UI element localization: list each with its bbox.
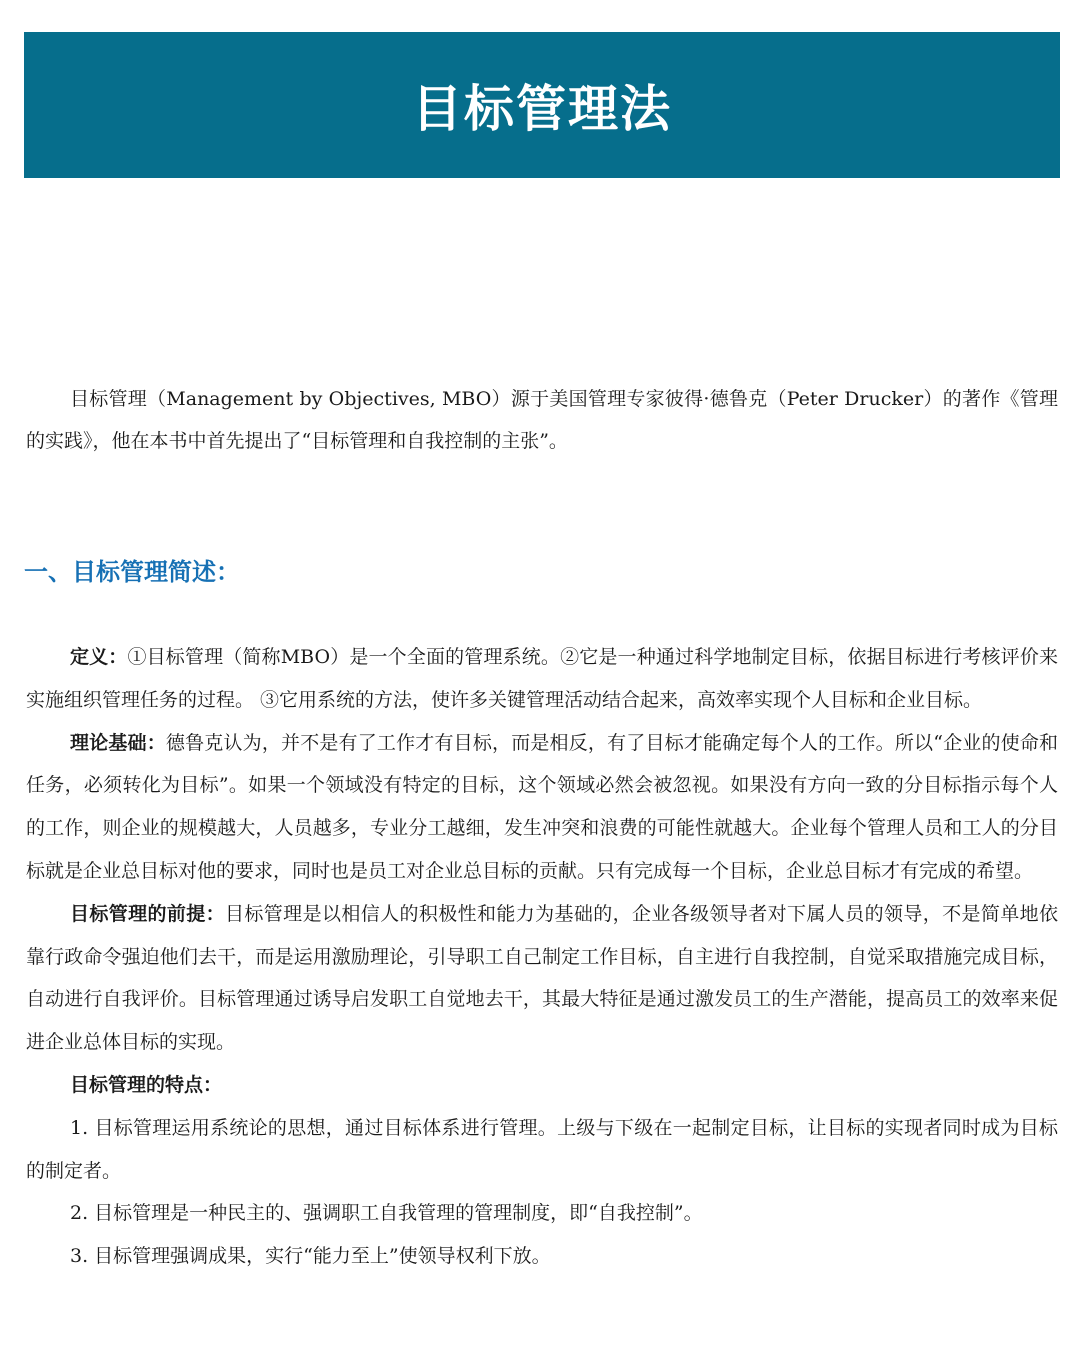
section-heading: 一、目标管理简述：	[24, 558, 240, 586]
feature-item: 2. 目标管理是一种民主的、强调职工自我管理的管理制度，即“自我控制”。	[70, 1202, 703, 1225]
definition-paragraph	[26, 636, 1058, 722]
theory-text: 德鲁克认为，并不是有了工作才有目标，而是相反，有了目标才能确定每个人的工作。所以“企业的使命和任务，必须转化为目标”。如果一个领域没有特定的目标，这个领域必然会被忽视。如果没有方向一致的分目标指示每个人的工作，则企业的规模越大，人员越多，专业分工越细，发生冲突和浪费的可能性就越大。企业每个管理人员和工人的分目标就是企业总目标对他的要求，同时也是员工对企业总目标的贡献。只有完成每一个目标，企业总目标才有完成的希望。	[26, 731, 1058, 882]
features-heading	[26, 1064, 1058, 1107]
premise-term: 目标管理的前提：	[70, 902, 226, 925]
definition-term: 定义：	[70, 646, 128, 668]
premise-text: 目标管理是以相信人的积极性和能力为基础的，企业各级领导者对下属人员的领导，不是简单地依靠行政命令强迫他们去干，而是运用激励理论，引导职工自己制定工作目标，自主进行自我控制，自觉采取措施完成目标，自动进行自我评价。目标管理通过诱导启发职工自觉地去干，其最大特征是通过激发员工的生产潜能，提高员工的效率来促进企业总体目标的实现。	[26, 902, 1058, 1054]
title-banner	[24, 32, 1060, 178]
theory-term: 理论基础：	[70, 731, 166, 754]
theory-paragraph	[26, 722, 1058, 893]
premise-paragraph	[26, 893, 1058, 1064]
feature-item: 1. 目标管理运用系统论的思想，通过目标体系进行管理。上级与下级在一起制定目标，让目标的实现者同时成为目标的制定者。	[26, 1116, 1058, 1182]
page-title: 目标管理法	[412, 80, 672, 138]
intro-paragraph: 目标管理（Management by Objectives, MBO）源于美国管理专家彼得·德鲁克（Peter Drucker）的著作《管理的实践》，他在本书中首先提出了“目标管理和自我控制的主张”。	[26, 388, 1058, 452]
definition-text: ①目标管理（简称MBO）是一个全面的管理系统。②它是一种通过科学地制定目标，依据目标进行考核评价来实施组织管理任务的过程。 ③它用系统的方法，使许多关键管理活动结合起来，高效率实现个人目标和企业目标。	[26, 646, 1058, 711]
section-body	[26, 636, 1058, 1278]
feature-item: 3. 目标管理强调成果，实行“能力至上”使领导权利下放。	[70, 1245, 551, 1268]
features-term: 目标管理的特点：	[70, 1073, 223, 1096]
